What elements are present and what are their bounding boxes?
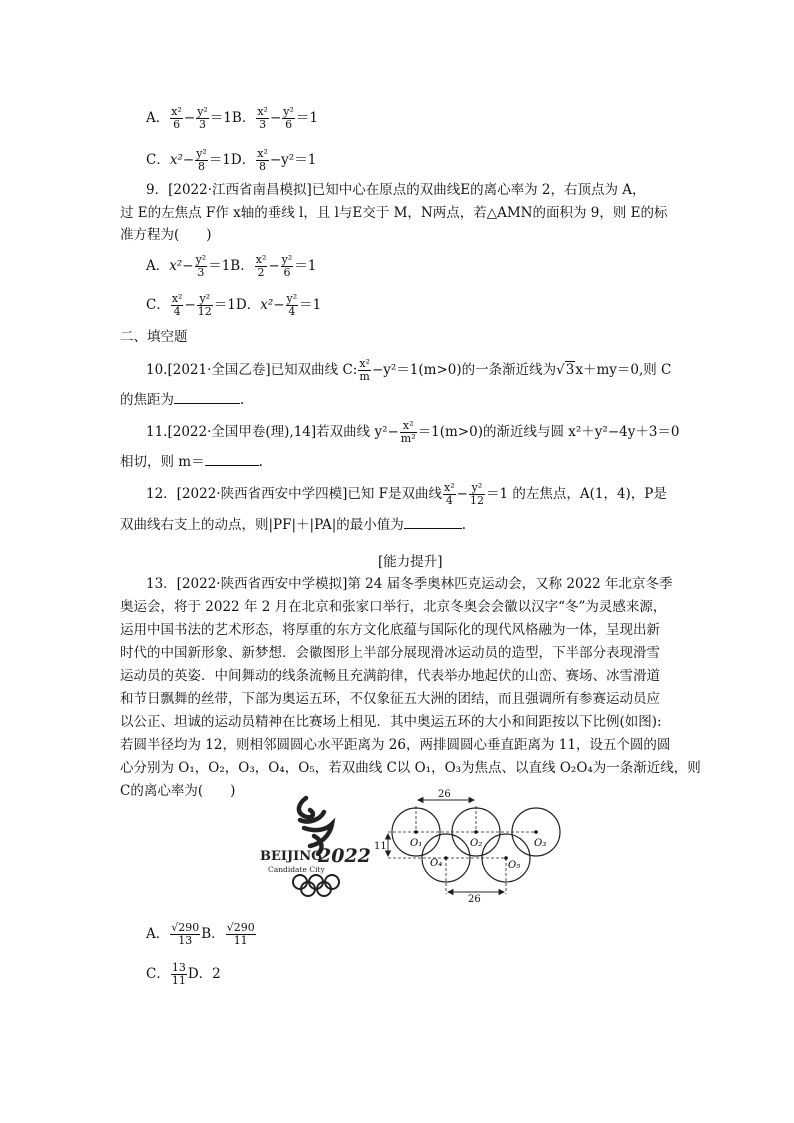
dim-bottom-label: 26 [468,894,481,905]
q9-options-ab: A．x²− $\frac{\text{y²}}{3}$ ＝1B． $\frac{\text{x²}}{2}$ − $\frac{\text{y²}}{6}$ ＝1 [146,253,317,279]
q13-line: 运用中国书法的艺术形态，将厚重的东方文化底蕴与国际化的现代风格融为一体，呈现出新 [120,622,660,638]
logo-candidate-text: Candidate City [268,865,325,874]
q13-line: 时代的中国新形象、新梦想．会徽图形上半部分展现滑冰运动员的造型，下半部分表现滑雪 [120,645,660,661]
olympic-rings-diagram [368,786,568,906]
beijing-2022-logo [260,790,372,898]
label-o4: O₄ [430,858,443,869]
q13-line: C的离心率为( ) [120,783,236,799]
section-heading-ability: [能力提升] [378,554,443,570]
answer-blank[interactable] [205,451,259,466]
q10-line1: 10.[2021·全国乙卷]已知双曲线 C: $\frac{\text{x²}}{m}$ −y²＝1(m>0)的一条渐近线为√3x＋my＝0,则 C [146,357,672,383]
logo-year-text: 2022 [318,845,371,867]
q13-line: 奥运会，将于 2022 年 2 月在北京和张家口举行，北京冬奥会会徽以汉字“冬”为灵感来源， [120,599,667,615]
q9-line3: 准方程为( ) [120,227,212,243]
q13-line: 13．[2022·陕西省西安中学模拟]第 24 届冬季奥林匹克运动会，又称 2022 年北京冬季 [146,576,673,592]
answer-blank[interactable] [404,514,462,529]
q13-line: 运动员的英姿．中间舞动的线条流畅且充满韵律，代表举办地起伏的山峦、赛场、冰雪滑道 [120,668,660,684]
q11-line1: 11.[2022·全国甲卷(理),14]若双曲线 y²− $\frac{\text{x²}}{\text{m²}}$ ＝1(m>0)的渐近线与圆 x²＋y²−4y＋3＝0 [146,419,680,445]
dim-top-label: 26 [438,789,451,800]
label-o5: O₅ [508,860,521,871]
q12-line1: 12．[2022·陕西省西安中学四模]已知 F是双曲线 $\frac{\text{x²}}{4}$ − $\frac{\text{y²}}{12}$ ＝1 的左焦点，A(1，4)，P是 [146,481,667,507]
q10-line2: 的焦距为 . [120,389,244,410]
dim-side-label: 11 [374,841,387,852]
logo-beijing-text: BEIJING [260,849,323,864]
q13-line: 以公正、坦诚的运动员精神在比赛场上相见．其中奥运五环的大小和间距按以下比例(如图): [120,714,662,730]
q9-line1: 9．[2022·江西省南昌模拟]已知中心在原点的双曲线E的离心率为 2，右顶点为 A， [146,182,646,198]
q9-options-cd: C． $\frac{\text{x²}}{4}$ − $\frac{\text{y²}}{12}$ ＝1D．x²− $\frac{\text{y²}}{4}$ ＝1 [146,292,322,318]
q8-options-cd: C．x²− $\frac{\text{y²}}{8}$ ＝1D． $\frac{\text{x²}}{8}$ −y²＝1 [146,147,317,173]
q12-line2: 双曲线右支上的动点，则|PF|＋|PA|的最小值为 . [120,514,466,535]
q13-options-cd: C． $\frac{13}{11}$ D．2 [146,961,221,987]
label-o1: O₁ [410,838,423,849]
q13-line: 心分别为 O₁，O₂，O₃，O₄，O₅，若双曲线 C以 O₁，O₃为焦点、以直线 O₂O₄为一条渐近线，则 [120,760,701,776]
q13-options-ab: A． $\frac{√290}{13}$ B． $\frac{√290}{11}$ [146,921,255,947]
label-o2: O₂ [470,838,483,849]
q8-options-ab: A． $\frac{\text{x²}}{6}$ − $\frac{\text{y²}}{3}$ ＝1B． $\frac{\text{x²}}{3}$ − $\frac{\text{y²}}{6}$ ＝1 [146,105,318,131]
q13-line: 若圆半径均为 12，则相邻圆圆心水平距离为 26，两排圆圆心垂直距离为 11，设五个圆的圆 [120,737,671,753]
q13-line: 和节日飘舞的丝带，下部为奥运五环，不仅象征五大洲的团结，而且强调所有参赛运动员应 [120,691,660,707]
section-heading-fill-blank: 二、填空题 [120,329,188,345]
q9-line2: 过 E的左焦点 F作 x轴的垂线 l，且 l与E交于 M，N两点，若△AMN的面积为 9，则 E的标 [120,205,668,221]
olympic-rings-icon [293,875,339,896]
answer-blank[interactable] [174,389,240,404]
label-o3: O₃ [534,838,547,849]
q11-line2: 相切，则 m＝ . [120,451,263,472]
